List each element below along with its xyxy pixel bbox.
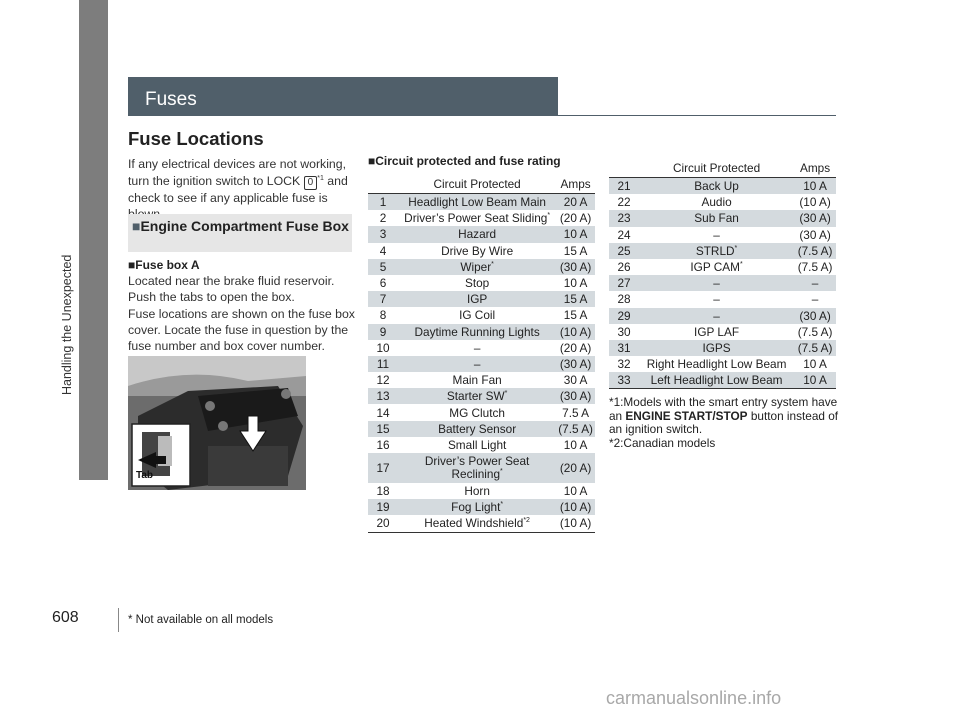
circuit-cell: – xyxy=(639,275,794,291)
amps-cell: – xyxy=(811,292,819,307)
table-row xyxy=(368,372,595,388)
circuit-cell: Wiper* xyxy=(398,259,556,275)
table-row xyxy=(368,307,595,323)
circuit-cell: IGP CAM* xyxy=(690,260,743,275)
table-row xyxy=(609,194,836,210)
circuit-cell: Driver’s Power Seat Reclining* xyxy=(398,453,556,483)
table-row xyxy=(368,324,595,340)
fuse-number: 29 xyxy=(609,308,639,324)
fuse-number: 31 xyxy=(609,340,639,356)
page-number: 608 xyxy=(52,609,79,626)
table-row xyxy=(609,308,836,324)
circuit-cell: – xyxy=(398,356,556,372)
table-header-circuit: Circuit Protected xyxy=(639,159,794,178)
table-row xyxy=(609,259,836,275)
circuit-cell: Stop xyxy=(464,276,490,291)
amps-cell: 10 A xyxy=(556,226,595,242)
lock-key: 0 xyxy=(304,176,318,190)
circuit-cell: – xyxy=(639,308,794,324)
fuse-number: 7 xyxy=(368,291,398,307)
amps-cell: 20 A xyxy=(556,194,595,211)
amps-cell: (30 A) xyxy=(556,356,595,372)
fuse-number: 20 xyxy=(368,515,398,532)
amps-cell: (7.5 A) xyxy=(794,340,836,356)
circuit-heading: ■Circuit protected and fuse rating xyxy=(368,154,561,168)
tab-label: Tab xyxy=(136,470,154,481)
fuse-number: 30 xyxy=(617,324,631,339)
table-row xyxy=(609,340,836,356)
fuse-number: 19 xyxy=(368,499,398,515)
fuse-number: 23 xyxy=(609,210,639,226)
circuit-cell: IGP LAF xyxy=(694,324,740,339)
table-row xyxy=(368,453,595,483)
amps-cell: (20 A) xyxy=(556,453,595,483)
note-1: *1:Models with the smart entry system have an ENGINE START/STOP button instead of an ignition switch. xyxy=(609,395,839,436)
fuse-number: 22 xyxy=(617,195,631,210)
header-rule xyxy=(128,115,836,116)
amps-cell: 10 A xyxy=(563,437,588,452)
table-header-num xyxy=(368,175,398,194)
amps-cell: (30 A) xyxy=(794,210,836,226)
table-row xyxy=(609,372,836,389)
table-row xyxy=(368,388,595,404)
fuse-number: 13 xyxy=(368,388,398,404)
fuse-number: 5 xyxy=(368,259,398,275)
fuse-number: 15 xyxy=(368,421,398,437)
fuse-table-left xyxy=(368,175,595,533)
amps-cell: (20 A) xyxy=(559,340,592,355)
circuit-cell: IGPS xyxy=(639,340,794,356)
fuse-number: 8 xyxy=(379,308,387,323)
fuse-number: 28 xyxy=(617,292,631,307)
circuit-cell: Daytime Running Lights xyxy=(398,324,556,340)
table-row xyxy=(368,499,595,515)
circuit-cell: Back Up xyxy=(639,178,794,195)
footer-rule xyxy=(118,608,119,632)
circuit-cell: Headlight Low Beam Main xyxy=(398,194,556,211)
circuit-cell: Driver’s Power Seat Sliding* xyxy=(404,211,551,226)
fuse-table-right xyxy=(609,159,836,389)
table-row xyxy=(368,210,595,226)
table-row xyxy=(609,210,836,226)
fuse-number: 6 xyxy=(379,276,387,291)
table-row xyxy=(609,356,836,372)
amps-cell: – xyxy=(794,275,836,291)
side-label: Handling the Unexpected xyxy=(60,254,74,395)
amps-cell: (7.5 A) xyxy=(558,421,593,436)
circuit-cell: – xyxy=(713,292,720,307)
engine-section-title: ■Engine Compartment Fuse Box xyxy=(132,218,349,234)
circuit-cell: Starter SW* xyxy=(398,388,556,404)
footnotes xyxy=(609,396,844,450)
circuit-cell: Battery Sensor xyxy=(398,421,556,437)
circuit-cell: Right Headlight Low Beam xyxy=(646,357,787,372)
fuse-number: 33 xyxy=(609,372,639,389)
table-row xyxy=(609,324,836,340)
amps-cell: 10 A xyxy=(794,178,836,195)
table-header-amps: Amps xyxy=(556,175,595,194)
amps-cell: 10 A xyxy=(563,484,588,499)
amps-cell: 10 A xyxy=(794,372,836,389)
intro-text: If any electrical devices are not working, turn the ignition switch to LOCK 0 $^{*1}$ and check to see if any applicable fuse is xyxy=(128,157,348,205)
table-row xyxy=(609,291,836,307)
fuse-number: 18 xyxy=(376,484,390,499)
fuse-number: 14 xyxy=(376,405,390,420)
table-row xyxy=(368,259,595,275)
table-row xyxy=(368,421,595,437)
amps-cell: (30 A) xyxy=(794,308,836,324)
side-tab xyxy=(79,0,108,480)
circuit-cell: Small Light xyxy=(447,437,507,452)
circuit-cell: Main Fan xyxy=(452,373,502,388)
amps-cell: (10 A) xyxy=(556,515,595,532)
fuse-number: 3 xyxy=(368,226,398,242)
amps-cell: 15 A xyxy=(563,308,588,323)
fuse-number: 9 xyxy=(368,324,398,340)
table-header-num xyxy=(609,159,639,178)
circuit-cell: Drive By Wire xyxy=(441,243,514,258)
watermark: carmanualsonline.info xyxy=(606,688,782,708)
circuit-cell: IGP xyxy=(398,291,556,307)
section-title: Fuse Locations xyxy=(128,128,264,149)
engine-photo-illustration xyxy=(128,356,306,490)
circuit-cell: IG Coil xyxy=(459,308,496,323)
fuse-number: 17 xyxy=(368,453,398,483)
table-row xyxy=(609,178,836,195)
fuse-box-title: ■Fuse box A xyxy=(128,258,200,272)
amps-cell: (10 A) xyxy=(556,324,595,340)
table-header-amps: Amps xyxy=(794,159,836,178)
table-row xyxy=(368,194,595,211)
table-row xyxy=(368,356,595,372)
table-row xyxy=(609,275,836,291)
fuse-number: 11 xyxy=(368,356,398,372)
amps-cell: (20 A) xyxy=(559,211,592,226)
fuse-number: 12 xyxy=(376,373,390,388)
fuse-number: 21 xyxy=(609,178,639,195)
circuit-cell: Audio xyxy=(701,195,732,210)
fuse-box-text: Located near the brake fluid reservoir. Push the tabs to open the box. Fuse locations are shown on the fuse box cover. Locate the fuse in question by the fuse number and box cover number. xyxy=(128,274,355,354)
amps-cell: (7.5 A) xyxy=(797,260,833,275)
amps-cell: 7.5 A xyxy=(562,405,590,420)
table-row xyxy=(368,291,595,307)
amps-cell: (30 A) xyxy=(556,388,595,404)
amps-cell: 30 A xyxy=(563,373,588,388)
fuse-number: 4 xyxy=(379,243,387,258)
amps-cell: (7.5 A) xyxy=(797,324,833,339)
circuit-cell: Heated Windshield$^{*2}$ xyxy=(398,515,556,532)
amps-cell: 15 A xyxy=(563,243,588,258)
fuse-number: 26 xyxy=(617,260,631,275)
fuse-number: 2 xyxy=(379,211,387,226)
table-row xyxy=(368,483,595,499)
circuit-cell: Horn xyxy=(464,484,490,499)
circuit-cell: Hazard xyxy=(398,226,556,242)
amps-cell: (30 A) xyxy=(799,227,831,242)
table-row xyxy=(368,404,595,420)
table-row xyxy=(368,243,595,259)
table-row xyxy=(609,227,836,243)
fuse-number: 1 xyxy=(368,194,398,211)
fuse-number: 32 xyxy=(617,357,631,372)
amps-cell: 10 A xyxy=(803,357,827,372)
amps-cell: (10 A) xyxy=(556,499,595,515)
table-row xyxy=(368,226,595,242)
fuse-number: 10 xyxy=(376,340,390,355)
table-row xyxy=(368,340,595,356)
circuit-cell: Fog Light* xyxy=(398,499,556,515)
fuse-number: 16 xyxy=(376,437,390,452)
amps-cell: (10 A) xyxy=(799,195,831,210)
table-header-circuit: Circuit Protected xyxy=(398,175,556,194)
amps-cell: (30 A) xyxy=(556,259,595,275)
circuit-cell: MG Clutch xyxy=(449,405,505,420)
fuse-number: 25 xyxy=(609,243,639,259)
amps-cell: (7.5 A) xyxy=(794,243,836,259)
note-2: *2:Canadian models xyxy=(609,435,716,450)
circuit-cell: STRLD* xyxy=(639,243,794,259)
footer-note: * Not available on all models xyxy=(128,614,274,626)
table-row xyxy=(368,515,595,532)
fuse-number: 27 xyxy=(609,275,639,291)
fuse-box-photo xyxy=(128,356,306,490)
fuse-number: 24 xyxy=(617,227,631,242)
table-row xyxy=(609,243,836,259)
circuit-cell: – xyxy=(473,340,481,355)
table-row xyxy=(368,275,595,291)
circuit-cell: Sub Fan xyxy=(639,210,794,226)
amps-cell: 10 A xyxy=(563,276,588,291)
circuit-cell: Left Headlight Low Beam xyxy=(639,372,794,389)
page-title: Fuses xyxy=(145,89,197,110)
table-row xyxy=(368,437,595,453)
amps-cell: 15 A xyxy=(556,291,595,307)
circuit-cell: – xyxy=(713,227,720,242)
